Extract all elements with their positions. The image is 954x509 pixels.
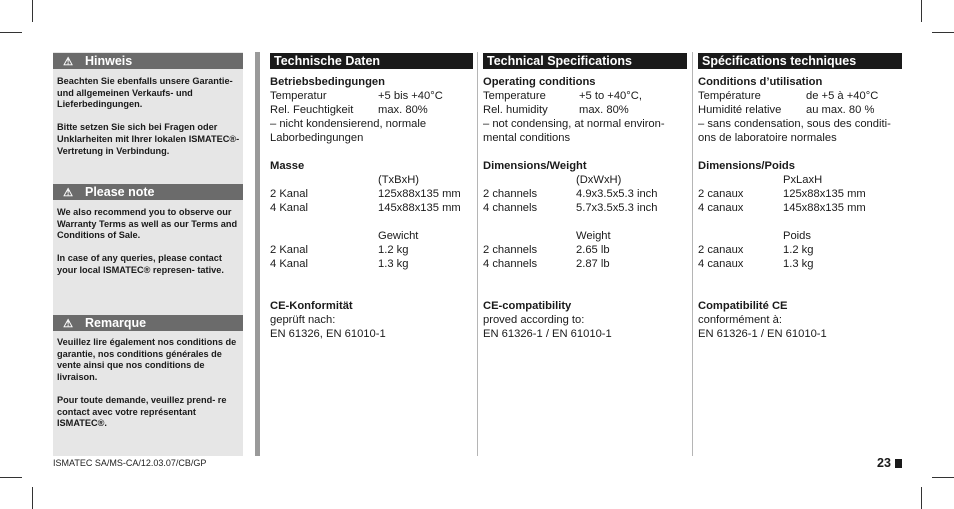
page-number: 23 — [877, 456, 891, 470]
crop-mark — [932, 32, 954, 33]
spec-label: 2 Kanal — [270, 244, 308, 256]
note-title: Remarque — [85, 316, 147, 330]
spec-value: max. 80% — [579, 104, 629, 116]
spec-row — [483, 103, 688, 117]
spec-label: Rel. humidity — [483, 104, 548, 116]
ce-line: EN 61326-1 / EN 61010-1 — [483, 328, 612, 340]
dimensions-heading: Dimensions/Weight — [483, 160, 587, 172]
spec-label: 2 channels — [483, 244, 538, 256]
crop-mark — [0, 32, 22, 33]
column-header-german: Technische Daten — [270, 53, 473, 69]
spec-label: Température — [698, 90, 761, 102]
weight-unit: Poids — [783, 230, 811, 242]
page-marker — [895, 459, 902, 468]
spec-label: 2 channels — [483, 188, 538, 200]
spec-value: 5.7x3.5x5.3 inch — [576, 202, 658, 214]
spec-value: 1.2 kg — [378, 244, 409, 256]
spec-row — [698, 173, 908, 187]
spec-row — [698, 89, 908, 103]
crop-mark — [921, 487, 922, 509]
spec-row — [698, 201, 908, 215]
spec-label: 2 Kanal — [270, 188, 308, 200]
note-paragraph: Veuillez lire également nos conditions de garantie, nos conditions générales de vente ainsi que nos conditions de livraison. — [57, 337, 237, 382]
spec-value: max. 80% — [378, 104, 428, 116]
column-divider — [477, 52, 478, 456]
spec-value: 4.9x3.5x5.3 inch — [576, 188, 658, 200]
crop-mark — [32, 0, 33, 22]
spec-value: 1.3 kg — [783, 258, 814, 270]
spec-note-line: mental conditions — [483, 132, 571, 144]
crop-mark — [0, 477, 22, 478]
dimensions-heading: Masse — [270, 160, 305, 172]
dimensions-heading: Dimensions/Poids — [698, 160, 795, 172]
operating-conditions-heading: Operating conditions — [483, 76, 596, 88]
ce-line: conformément à: — [698, 314, 782, 326]
note-body-hinweis — [57, 76, 243, 157]
note-paragraph: Bitte setzen Sie sich bei Fragen oder Unklarheiten mit Ihrer lokalen ISMATEC®-Vertretung in Verbindung. — [57, 122, 240, 156]
spec-row — [270, 173, 475, 187]
note-paragraph: In case of any queries, please contact your local ISMATEC® represen- tative. — [57, 253, 224, 275]
note-paragraph: Pour toute demande, veuillez prend- re contact avec votre représentant ISMATEC®. — [57, 394, 227, 429]
document-code: ISMATEC SA/MS-CA/12.03.07/CB/GP — [53, 458, 207, 468]
weight-unit: Weight — [576, 230, 611, 242]
crop-mark — [32, 487, 33, 509]
warning-icon: ⚠ — [63, 56, 73, 68]
column-header-french: Spécifications techniques — [698, 53, 902, 69]
spec-row — [483, 187, 688, 201]
warning-icon: ⚠ — [63, 187, 73, 199]
ce-line: EN 61326-1 / EN 61010-1 — [698, 328, 827, 340]
spec-value: 2.87 lb — [576, 258, 610, 270]
note-body-please-note — [57, 207, 243, 277]
note-paragraph: Beachten Sie ebenfalls unsere Garantie- und allgemeinen Verkaufs- und Lieferbedingungen. — [57, 76, 233, 110]
warning-icon: ⚠ — [63, 318, 73, 330]
spec-label: 4 channels — [483, 258, 538, 270]
spec-row — [483, 173, 688, 187]
spec-note-line: – nicht kondensierend, normale — [270, 118, 427, 130]
note-title: Hinweis — [85, 54, 133, 68]
spec-value: +5 to +40°C, — [579, 90, 642, 102]
spec-label: Rel. Feuchtigkeit — [270, 104, 354, 116]
operating-conditions-heading: Betriebsbedingungen — [270, 76, 385, 88]
operating-conditions-heading: Conditions d’utilisation — [698, 76, 823, 88]
column-divider — [692, 52, 693, 456]
spec-note-line: ons de laboratoire normales — [698, 132, 837, 144]
spec-row — [270, 187, 475, 201]
spec-value: 1.2 kg — [783, 244, 814, 256]
specs-english — [483, 75, 688, 341]
spec-label: Humidité relative — [698, 104, 782, 116]
note-header-hinweis — [53, 53, 243, 69]
spec-note-line: – not condensing, at normal environ- — [483, 118, 665, 130]
spec-row — [698, 229, 908, 243]
spec-row — [483, 89, 688, 103]
spec-note-line: – sans condensation, sous des conditi- — [698, 118, 891, 130]
spec-row — [270, 89, 475, 103]
spec-label: Temperatur — [270, 90, 327, 102]
note-title: Please note — [85, 185, 155, 199]
crop-mark — [932, 477, 954, 478]
ce-line: proved according to: — [483, 314, 585, 326]
specs-french — [698, 75, 908, 341]
spec-label: 4 canaux — [698, 258, 744, 270]
spec-row — [698, 187, 908, 201]
weight-unit: Gewicht — [378, 230, 419, 242]
spec-row — [270, 201, 475, 215]
spec-row — [270, 103, 475, 117]
spec-row — [698, 257, 908, 271]
spec-label: 4 Kanal — [270, 258, 308, 270]
sidebar-accent-bar — [255, 52, 260, 456]
spec-value: 125x88x135 mm — [783, 188, 866, 200]
ce-heading: Compatibilité CE — [698, 300, 788, 312]
spec-label: 4 Kanal — [270, 202, 308, 214]
ce-heading: CE-compatibility — [483, 300, 572, 312]
spec-label: 4 channels — [483, 202, 538, 214]
spec-label: 2 canaux — [698, 244, 744, 256]
dimension-unit: PxLaxH — [783, 174, 823, 186]
spec-row — [270, 229, 475, 243]
ce-line: geprüft nach: — [270, 314, 336, 326]
dimension-unit: (DxWxH) — [576, 174, 622, 186]
spec-row — [483, 243, 688, 257]
ce-heading: CE-Konformität — [270, 300, 353, 312]
spec-label: 2 canaux — [698, 188, 744, 200]
spec-label: 4 canaux — [698, 202, 744, 214]
spec-row — [483, 229, 688, 243]
note-paragraph: We also recommend you to observe our Warranty Terms as well as our Terms and Conditions of Sale. — [57, 207, 238, 241]
spec-row — [483, 257, 688, 271]
spec-value: 145x88x135 mm — [783, 202, 866, 214]
spec-row — [698, 103, 908, 117]
spec-value: au max. 80 % — [806, 104, 875, 116]
spec-row — [698, 243, 908, 257]
spec-row — [270, 243, 475, 257]
spec-value: de +5 à +40°C — [806, 90, 879, 102]
spec-value: 125x88x135 mm — [378, 188, 461, 200]
spec-note-line: Laborbedingungen — [270, 132, 364, 144]
spec-value: 1.3 kg — [378, 258, 409, 270]
spec-row — [483, 201, 688, 215]
dimension-unit: (TxBxH) — [378, 174, 420, 186]
note-body-remarque — [57, 337, 243, 430]
specs-german — [270, 75, 475, 341]
spec-value: 2.65 lb — [576, 244, 610, 256]
spec-value: 145x88x135 mm — [378, 202, 461, 214]
note-header-please-note — [53, 184, 243, 200]
note-header-remarque — [53, 315, 243, 331]
crop-mark — [921, 0, 922, 22]
column-header-english: Technical Specifications — [483, 53, 687, 69]
spec-row — [270, 257, 475, 271]
ce-line: EN 61326, EN 61010-1 — [270, 328, 386, 340]
spec-label: Temperature — [483, 90, 546, 102]
spec-value: +5 bis +40°C — [378, 90, 443, 102]
